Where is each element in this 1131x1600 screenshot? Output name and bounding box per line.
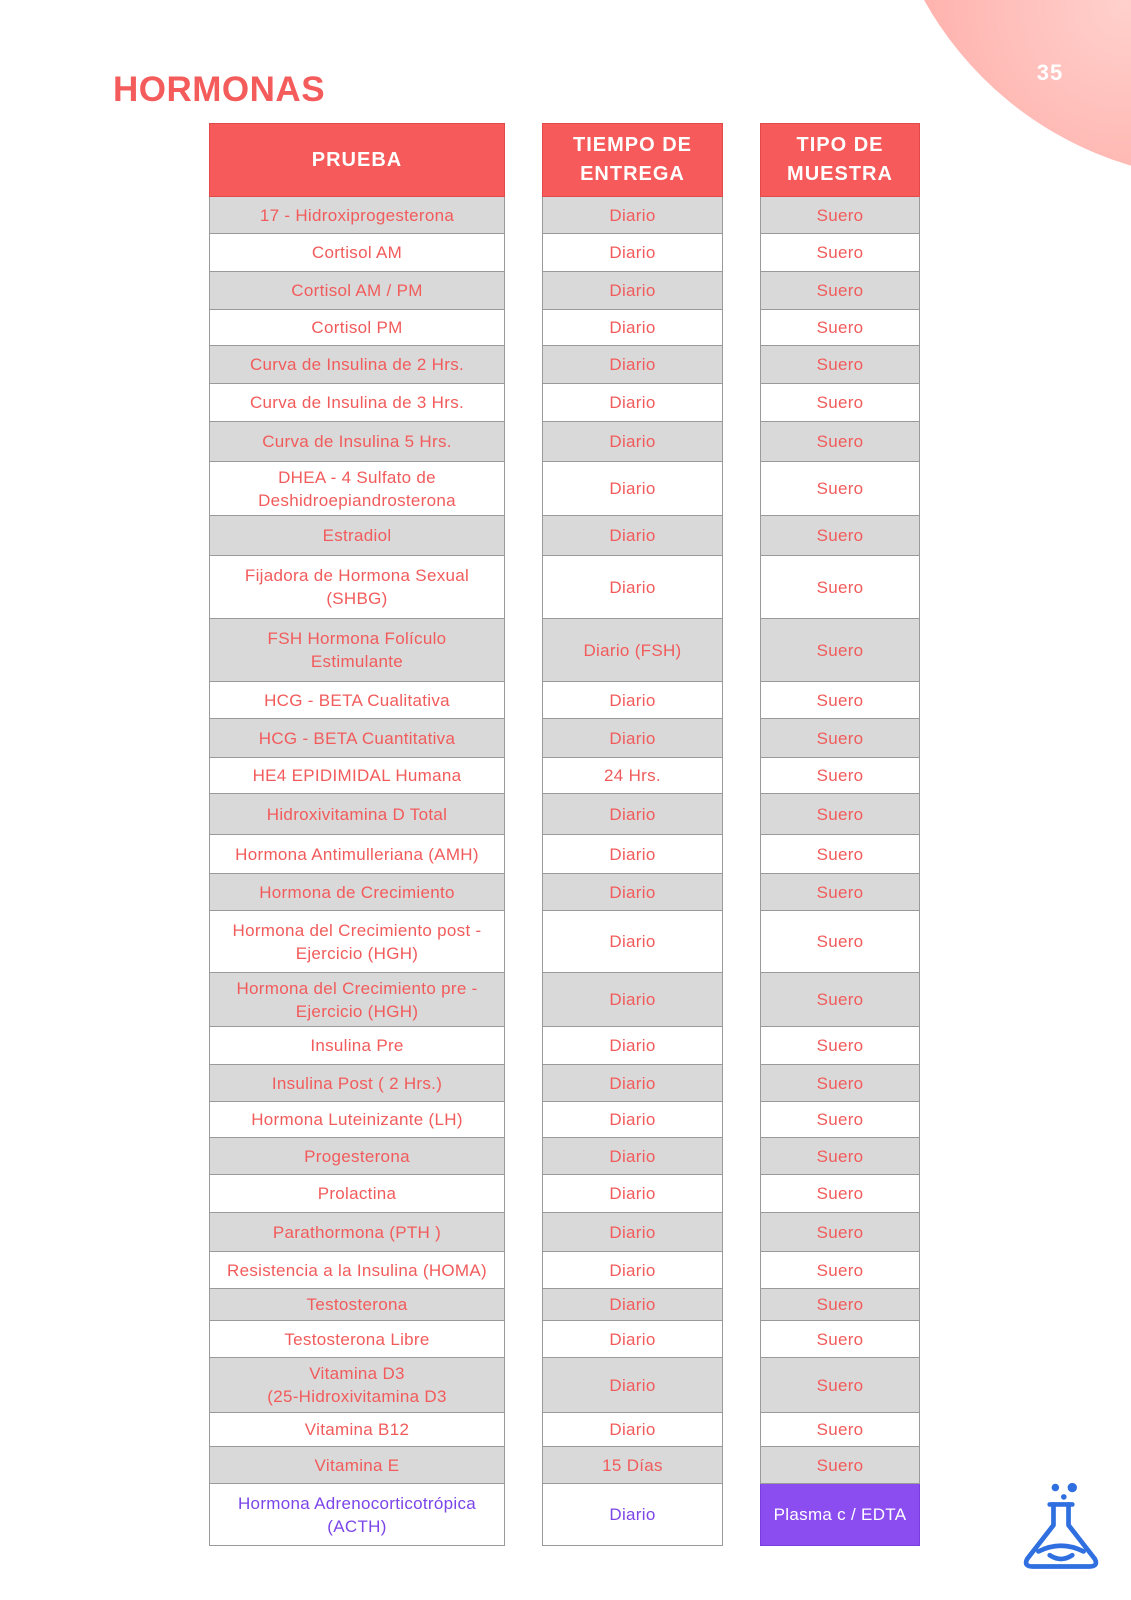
header-prueba	[209, 123, 505, 197]
header-tiempo-line2: ENTREGA	[580, 163, 685, 185]
table-cell-prueba	[209, 422, 505, 462]
table-cell-tipo: Suero	[760, 682, 920, 719]
table-cell-prueba	[209, 973, 505, 1027]
table-cell-tipo: Plasma c / EDTA	[760, 1484, 920, 1546]
table-cell-prueba	[209, 346, 505, 384]
prueba-line: Hormona Adrenocorticotrópica	[237, 1493, 477, 1513]
prueba-line: Vitamina B12	[304, 1420, 410, 1439]
table-cell-tiempo: Diario	[542, 422, 723, 462]
table-cell-tipo: Suero	[760, 197, 920, 234]
table-cell-tipo: Suero	[760, 719, 920, 758]
table-cell-tipo: Suero	[760, 1413, 920, 1447]
table-cell-tiempo: Diario	[542, 835, 723, 874]
table-cell-tipo: Suero	[760, 234, 920, 272]
table-cell-tipo: Suero	[760, 874, 920, 911]
table-cell-prueba	[209, 758, 505, 794]
prueba-line: Insulina Post ( 2 Hrs.)	[271, 1073, 443, 1093]
prueba-line: Hormona Luteinizante (LH)	[251, 1110, 463, 1129]
table-cell-tipo: Suero	[760, 1138, 920, 1175]
table-cell-tiempo: Diario	[542, 1252, 723, 1289]
table-cell-tipo: Suero	[760, 835, 920, 874]
header-tipo-line1: TIPO DE	[796, 134, 884, 156]
table-cell-tipo: Suero	[760, 973, 920, 1027]
prueba-line: Hormona Antimulleriana (AMH)	[235, 844, 479, 864]
table-cell-tipo: Suero	[760, 1102, 920, 1138]
column-prueba	[209, 123, 505, 1546]
column-tipo-rows	[760, 197, 920, 1546]
header-tiempo	[542, 123, 723, 197]
table-cell-tiempo: 24 Hrs.	[542, 758, 723, 794]
table-cell-tipo: Suero	[760, 556, 920, 619]
table-cell-prueba	[209, 462, 505, 516]
prueba-line: Curva de Insulina de 3 Hrs.	[249, 393, 465, 412]
prueba-line: Hormona del Crecimiento post -	[232, 920, 482, 940]
table-cell-prueba	[209, 556, 505, 619]
table-cell-tipo: Suero	[760, 1213, 920, 1252]
table-cell-tiempo: Diario	[542, 1484, 723, 1546]
table-cell-tiempo: Diario	[542, 1213, 723, 1252]
table-cell-tiempo: Diario	[542, 1413, 723, 1447]
prueba-line: Vitamina E	[314, 1455, 400, 1475]
table-cell-tiempo: Diario	[542, 1358, 723, 1413]
prueba-line: Deshidroepiandrosterona	[258, 490, 456, 510]
table-cell-tipo: Suero	[760, 310, 920, 346]
prueba-line: Hormona del Crecimiento pre -	[236, 978, 478, 998]
table-cell-tipo: Suero	[760, 1447, 920, 1484]
table-cell-prueba	[209, 1138, 505, 1175]
table-cell-tipo: Suero	[760, 619, 920, 682]
table-cell-tiempo: Diario	[542, 719, 723, 758]
column-tiempo-rows	[542, 197, 723, 1546]
prueba-line: DHEA - 4 Sulfato de	[278, 467, 436, 487]
table-cell-tiempo: Diario	[542, 516, 723, 556]
prueba-line: Hormona de Crecimiento	[259, 882, 455, 902]
table-cell-prueba	[209, 1358, 505, 1413]
column-prueba-rows	[209, 197, 505, 1546]
prueba-line: Ejercicio (HGH)	[295, 943, 419, 963]
table-cell-tiempo: Diario (FSH)	[542, 619, 723, 682]
table-cell-prueba	[209, 1252, 505, 1289]
table-cell-tipo: Suero	[760, 1289, 920, 1321]
table-cell-tiempo: Diario	[542, 1175, 723, 1213]
prueba-line: Hidroxivitamina D Total	[266, 804, 448, 824]
table-cell-prueba	[209, 874, 505, 911]
header-tipo-line2: MUESTRA	[787, 163, 893, 185]
table-cell-tiempo: Diario	[542, 462, 723, 516]
prueba-line: Estimulante	[310, 652, 404, 671]
table-cell-tipo: Suero	[760, 1065, 920, 1102]
table-cell-prueba	[209, 1065, 505, 1102]
column-tiempo	[542, 123, 723, 1546]
prueba-line: Curva de Insulina de 2 Hrs.	[249, 355, 465, 374]
prueba-line: HCG - BETA Cuantitativa	[258, 728, 456, 748]
page-title: HORMONAS	[113, 70, 326, 109]
prueba-line: Cortisol PM	[311, 318, 403, 337]
prueba-line: Vitamina D3	[309, 1364, 405, 1383]
prueba-line: Curva de Insulina 5 Hrs.	[262, 432, 452, 451]
table-cell-prueba	[209, 1447, 505, 1484]
table-cell-prueba	[209, 835, 505, 874]
table-cell-prueba	[209, 911, 505, 973]
table-cell-tiempo: Diario	[542, 234, 723, 272]
table-cell-prueba	[209, 1027, 505, 1065]
table-cell-tiempo: Diario	[542, 1102, 723, 1138]
table-cell-tipo: Suero	[760, 422, 920, 462]
prueba-line: Cortisol AM	[311, 243, 403, 262]
prueba-line: Cortisol AM / PM	[291, 281, 423, 300]
table-cell-tipo: Suero	[760, 1175, 920, 1213]
prueba-line: 17 - Hidroxiprogesterona	[259, 205, 455, 225]
table-cell-tiempo: Diario	[542, 973, 723, 1027]
lab-flask-icon	[1014, 1480, 1108, 1574]
table-cell-prueba	[209, 197, 505, 234]
table-cell-prueba	[209, 719, 505, 758]
table-cell-prueba	[209, 1175, 505, 1213]
table-cell-prueba	[209, 1213, 505, 1252]
header-tipo	[760, 123, 920, 197]
table-cell-tipo: Suero	[760, 1358, 920, 1413]
table-cell-tiempo: Diario	[542, 794, 723, 835]
prueba-line: FSH Hormona Folículo	[267, 629, 447, 648]
table-cell-tipo: Suero	[760, 272, 920, 310]
table-cell-tiempo: Diario	[542, 556, 723, 619]
table-cell-prueba	[209, 619, 505, 682]
prueba-line: Parathormona (PTH )	[272, 1222, 442, 1242]
page-number: 35	[1036, 60, 1064, 85]
table-cell-tipo: Suero	[760, 911, 920, 973]
table-cell-tiempo: Diario	[542, 346, 723, 384]
table-cell-prueba	[209, 384, 505, 422]
table-cell-prueba	[209, 682, 505, 719]
table-cell-tiempo: Diario	[542, 1065, 723, 1102]
table-cell-tiempo: Diario	[542, 1138, 723, 1175]
table-cell-tiempo: Diario	[542, 272, 723, 310]
table-cell-tiempo: Diario	[542, 310, 723, 346]
table-cell-tiempo: Diario	[542, 384, 723, 422]
table-cell-tipo: Suero	[760, 384, 920, 422]
prueba-line: Prolactina	[317, 1184, 397, 1203]
table-cell-tipo: Suero	[760, 794, 920, 835]
table-cell-tipo: Suero	[760, 1321, 920, 1358]
table-cell-prueba	[209, 272, 505, 310]
prueba-line: (ACTH)	[327, 1516, 387, 1536]
table-cell-tiempo: 15 Días	[542, 1447, 723, 1484]
table-cell-tipo: Suero	[760, 1252, 920, 1289]
prueba-line: Estradiol	[322, 526, 392, 545]
prueba-line: Resistencia a la Insulina (HOMA)	[227, 1260, 487, 1280]
header-prueba-label: PRUEBA	[311, 148, 403, 171]
table-cell-prueba	[209, 1289, 505, 1321]
prueba-line: Fijadora de Hormona Sexual	[244, 566, 470, 585]
prueba-line: HE4 EPIDIMIDAL Humana	[252, 766, 462, 785]
prueba-line: Insulina Pre	[310, 1036, 404, 1055]
table-cell-prueba	[209, 310, 505, 346]
table-cell-tipo: Suero	[760, 516, 920, 556]
table-cell-tipo: Suero	[760, 346, 920, 384]
table-cell-prueba	[209, 1102, 505, 1138]
header-tiempo-line1: TIEMPO DE	[572, 134, 692, 156]
table-cell-prueba	[209, 1321, 505, 1358]
table-cell-tipo: Suero	[760, 462, 920, 516]
column-tipo	[760, 123, 920, 1546]
prueba-line: Progesterona	[304, 1146, 410, 1166]
table-cell-tiempo: Diario	[542, 911, 723, 973]
table-cell-tiempo: Diario	[542, 874, 723, 911]
prueba-line: (SHBG)	[326, 589, 388, 608]
prueba-line: (25-Hidroxivitamina D3	[267, 1387, 447, 1406]
prueba-line: Testosterona	[306, 1295, 408, 1314]
prueba-line: HCG - BETA Cualitativa	[264, 690, 450, 710]
prueba-line: Ejercicio (HGH)	[295, 1001, 419, 1021]
table-cell-tipo: Suero	[760, 758, 920, 794]
table-cell-tiempo: Diario	[542, 197, 723, 234]
table-cell-tiempo: Diario	[542, 682, 723, 719]
prueba-line: Testosterona Libre	[284, 1329, 430, 1349]
table-cell-prueba	[209, 794, 505, 835]
table-cell-tiempo: Diario	[542, 1027, 723, 1065]
table-cell-prueba	[209, 516, 505, 556]
table-cell-tiempo: Diario	[542, 1289, 723, 1321]
table-cell-prueba	[209, 1413, 505, 1447]
table-cell-prueba	[209, 234, 505, 272]
table-cell-tipo: Suero	[760, 1027, 920, 1065]
table-cell-tiempo: Diario	[542, 1321, 723, 1358]
table-cell-prueba	[209, 1484, 505, 1546]
